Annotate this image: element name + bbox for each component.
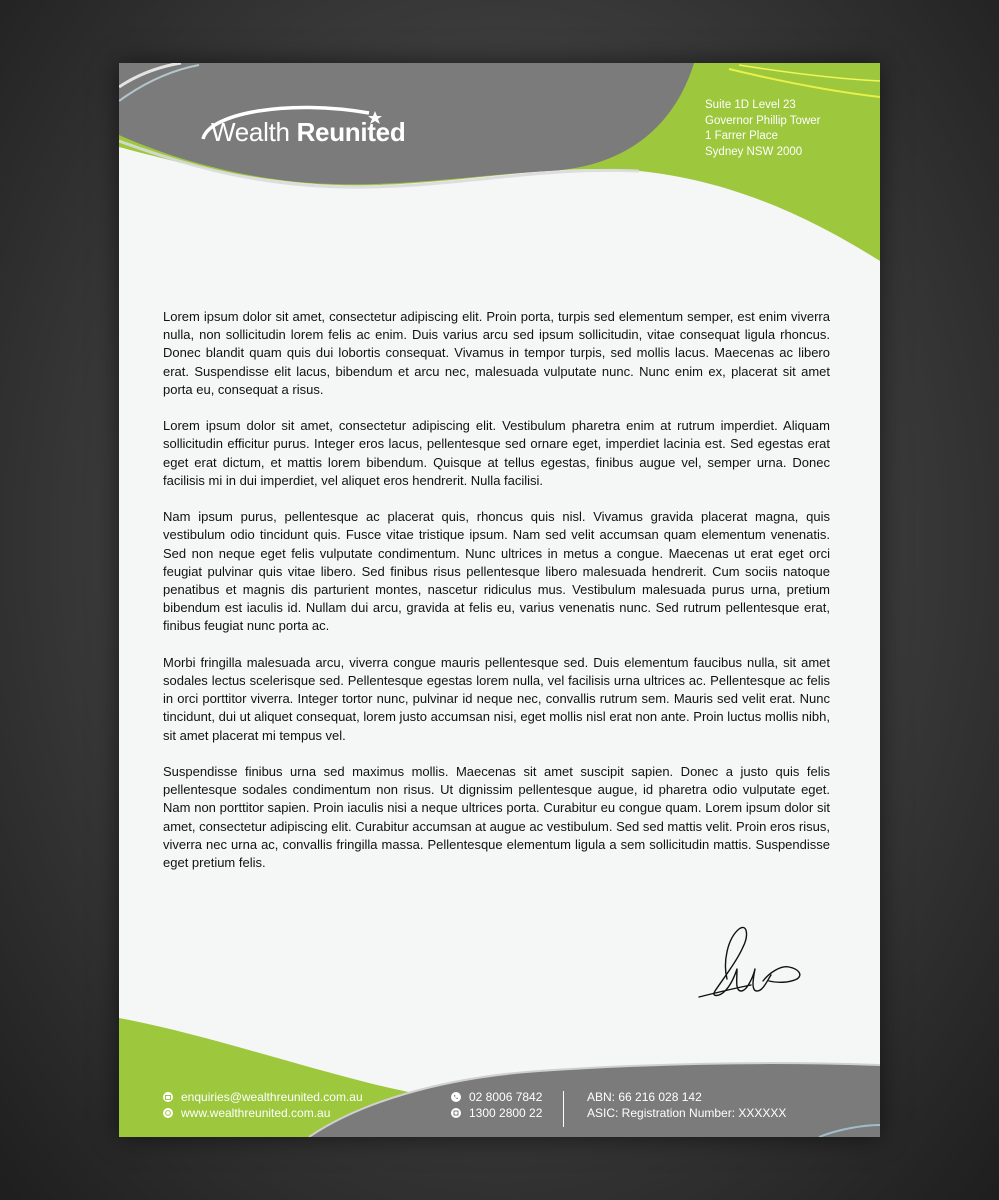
phone-icon	[451, 1092, 461, 1102]
footer-website-row	[163, 1105, 363, 1121]
letterhead-page	[119, 63, 880, 1137]
body-paragraph: Suspendisse finibus urna sed maximus mollis. Maecenas sit amet suscipit sapien. Donec a justo quis felis pellentesque sodales condimentum non risus. Ut dignissim pellentesque augue, id pharetra odio vulputate eget. Nam non porttitor sapien. Proin iaculis nisi a neque ultrices porta. Curabitur eu congue quam. Lorem ipsum dolor sit amet, consectetur adipiscing elit. Curabitur accumsan at augue ac vestibulum. Sed sed mattis velit. Proin eros risus, viverra nec urna ac, convallis fringilla massa. Pellentesque elementum ligula a sem sollicitudin mattis. Suspendisse eget pretium felis.	[163, 764, 830, 871]
email-icon	[163, 1092, 173, 1102]
footer-fax[interactable]: 1300 2800 22	[469, 1106, 543, 1120]
signature	[693, 921, 813, 1006]
footer-email[interactable]: enquiries@wealthreunited.com.au	[181, 1090, 363, 1104]
brand-logo	[199, 97, 439, 157]
letter-body	[163, 308, 830, 890]
footer-phone[interactable]: 02 8006 7842	[469, 1090, 543, 1104]
footer-contact-online	[163, 1089, 363, 1121]
address-line: Sydney NSW 2000	[705, 145, 803, 158]
footer-contact-phone	[451, 1089, 542, 1121]
brand-name: Wealth Reunited	[211, 117, 406, 147]
footer-registration	[587, 1089, 786, 1121]
footer-asic: ASIC: Registration Number: XXXXXX	[587, 1106, 787, 1120]
footer-website[interactable]: www.wealthreunited.com.au	[181, 1106, 331, 1120]
footer-email-row	[163, 1089, 363, 1105]
footer-abn: ABN: 66 216 028 142	[587, 1090, 702, 1104]
address-line: Suite 1D Level 23	[705, 99, 796, 111]
address-line: 1 Farrer Place	[705, 130, 778, 142]
body-paragraph: Lorem ipsum dolor sit amet, consectetur adipiscing elit. Proin porta, turpis sed elementum semper, est enim viverra nulla, non sollicitudin lorem felis ac enim. Duis varius arcu sed ipsum sollicitudin, vitae consequat ligula rhoncus. Donec blandit quam quis dui lobortis consequat. Vivamus in tempor turpis, sed mollis lacus. Maecenas ac libero erat. Suspendisse elit lacus, bibendum et arcu nec, malesuada vulputate nunc. Nunc enim ex, placerat sit amet porta eu, consequat a risus.	[163, 309, 830, 397]
body-paragraph: Morbi fringilla malesuada arcu, viverra congue mauris pellentesque sed. Duis elementum faucibus nulla, sit amet sodales lectus scelerisque sed. Pellentesque egestas lorem nulla, vel facilisis urna ultrices ac. Pellentesque ac felis in orci porttitor viverra. Integer tortor nunc, pulvinar id neque nec, convallis rutrum sem. Mauris sed velit erat. Nunc tincidunt, dui ut aliquet consequat, lorem justo accumsan nisi, eget mollis nisl erat non ante. Proin luctus mollis nibh, sit amet placerat mi tempus vel.	[163, 654, 830, 743]
body-paragraph: Lorem ipsum dolor sit amet, consectetur adipiscing elit. Vestibulum pharetra enim at rutrum imperdiet. Aliquam sollicitudin efficitur purus. Integer eros lacus, pellentesque sed ornare eget, imperdiet lacinia est. Sed egestas erat eget erat dictum, et mattis lorem bibendum. Quisque at tellus egestas, finibus augue vel, semper urna. Donec facilisis mi in dui imperdiet, vel aliquet eros hendrerit. Nulla facilisi.	[163, 418, 830, 488]
globe-icon	[163, 1108, 173, 1118]
fax-icon	[451, 1108, 461, 1118]
footer-fax-row	[451, 1105, 542, 1121]
footer-phone-row	[451, 1089, 542, 1105]
address-line: Governor Phillip Tower	[705, 114, 821, 127]
body-paragraph: Nam ipsum purus, pellentesque ac placerat quis, rhoncus quis nisl. Vivamus gravida placerat magna, quis vestibulum odio tincidunt quis. Fusce vitae tristique ipsum. Nam sed velit accumsan quam elementum venenatis. Sed non neque eget felis vulputate condimentum. Nunc ultrices in metus a congue. Maecenas ut erat eget orci feugiat pulvinar quis vitae libero. Sed finibus risus pellentesque libero malesuada hendrerit. Cum sociis natoque penatibus et magnis dis parturient montes, nascetur ridiculus mus. Vestibulum malesuada purus urna, pretium bibendum est iaculis id. Nullam dui arcu, gravida at felis eu, varius venenatis nunc. Sed rutrum pellentesque erat, finibus feugiat nunc porta ac.	[163, 509, 830, 634]
footer-divider	[563, 1091, 564, 1127]
company-address	[705, 98, 820, 160]
